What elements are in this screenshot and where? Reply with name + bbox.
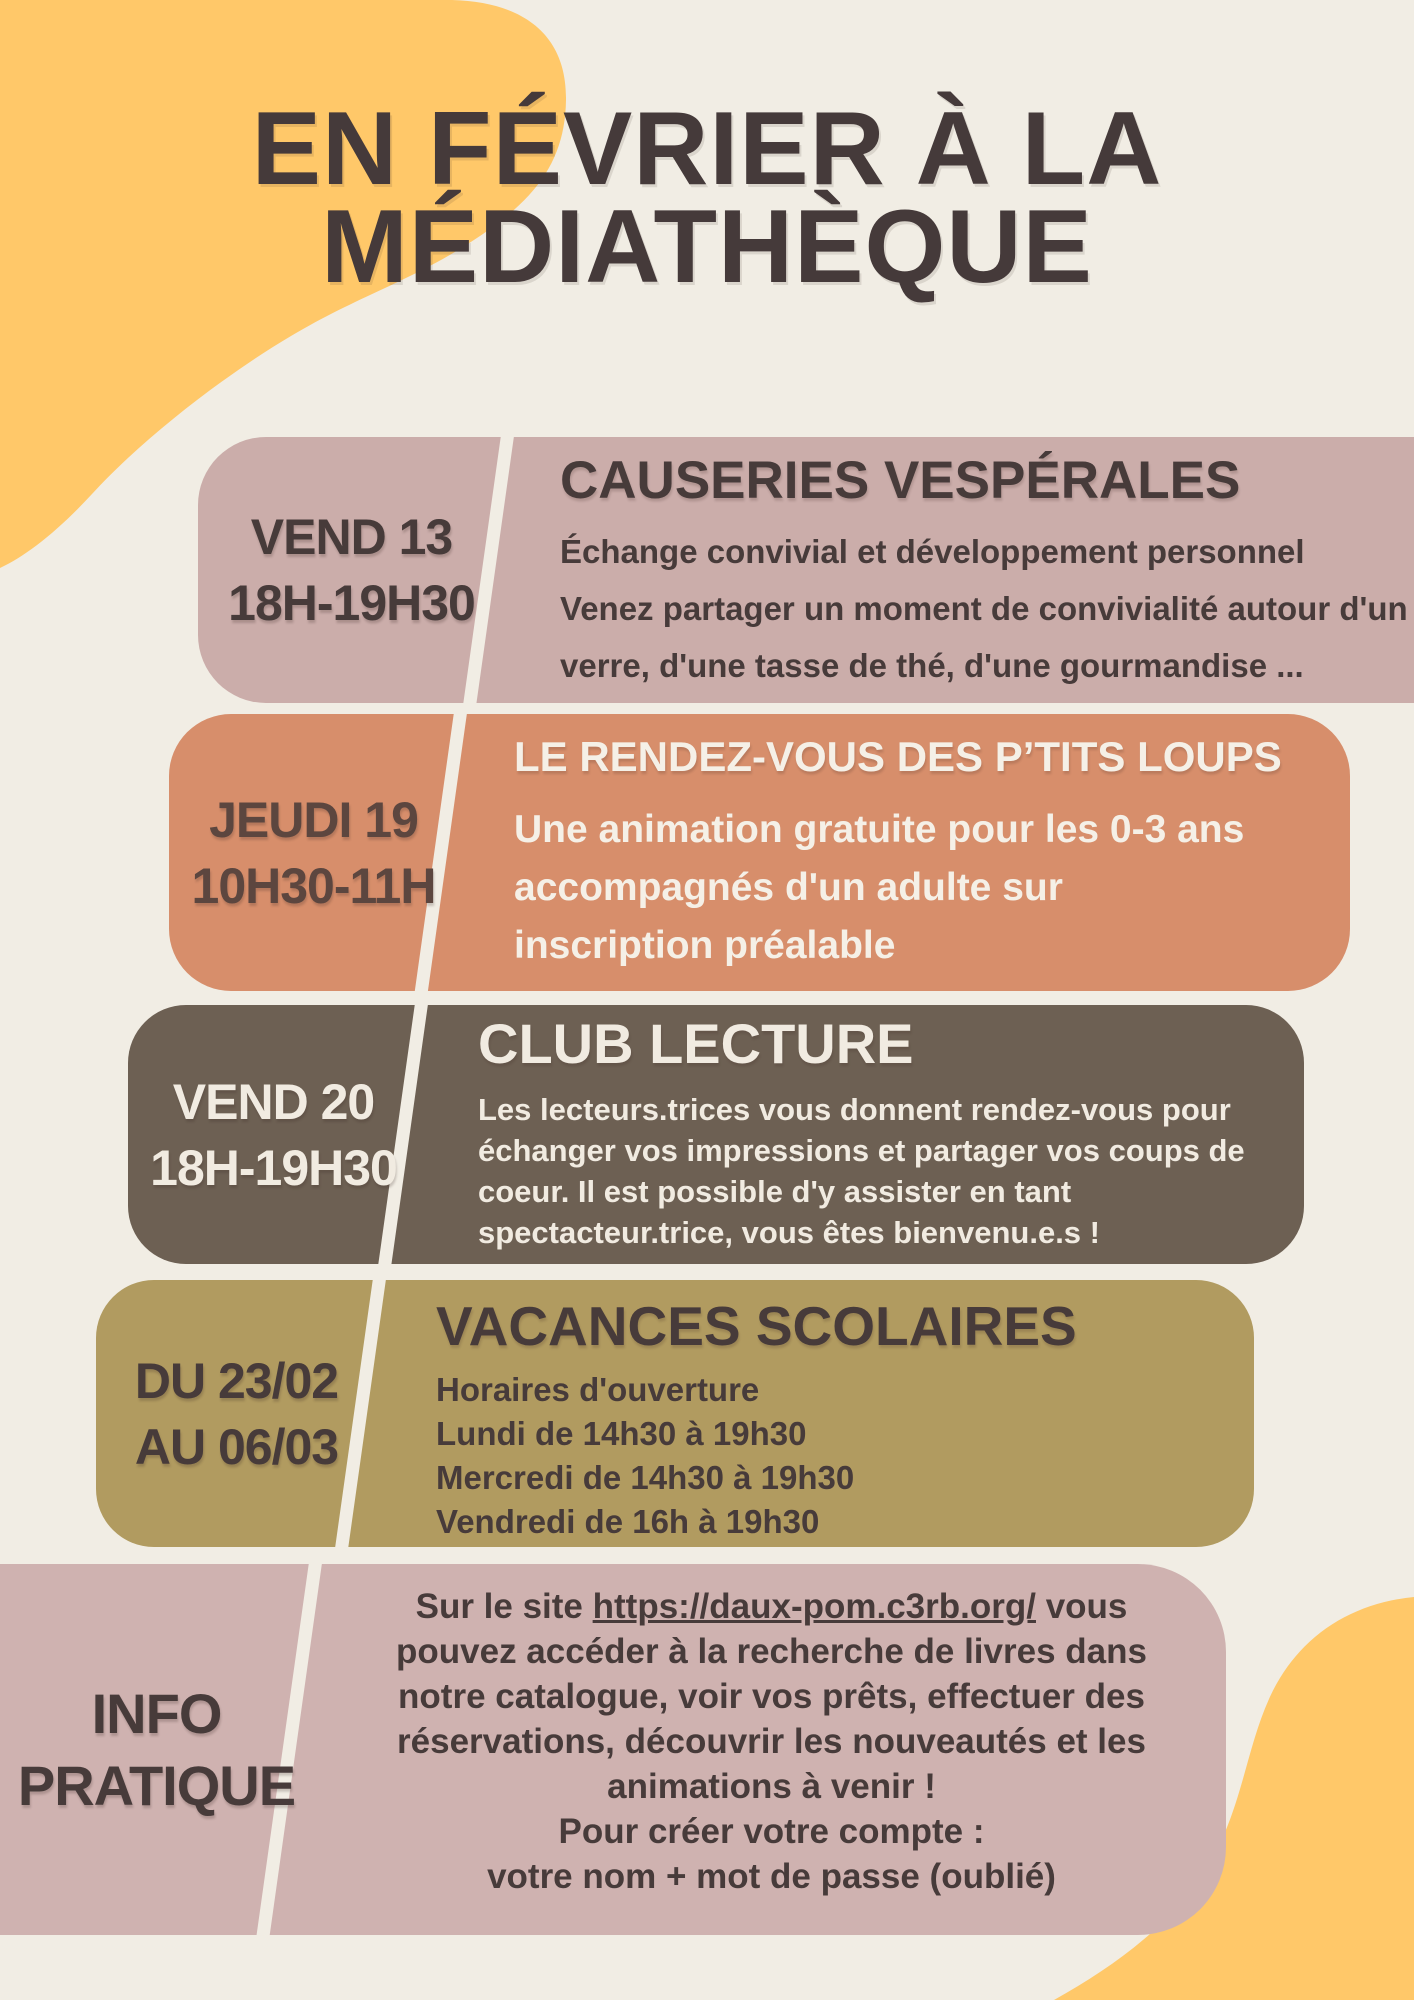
event-date	[198, 437, 505, 703]
page-title-line1: EN FÉVRIER À LA	[251, 91, 1163, 207]
event-date-day: JEUDI 19	[209, 791, 418, 848]
event-title: CLUB LECTURE	[478, 1012, 914, 1075]
description-line: inscription préalable	[514, 924, 896, 967]
info-label	[0, 1564, 313, 1935]
info-line: animations à venir !	[607, 1767, 936, 1806]
info-card-pratique	[0, 1564, 1226, 1935]
page-title-line2: MÉDIATHÈQUE	[321, 189, 1093, 305]
info-line: réservations, découvrir les nouveautés et les	[397, 1722, 1146, 1761]
description-line: Une animation gratuite pour les 0-3 ans	[514, 808, 1245, 851]
hours-line: Lundi de 14h30 à 19h30	[436, 1415, 807, 1452]
event-date-from: DU 23/02	[134, 1352, 339, 1409]
info-description	[345, 1629, 1198, 1899]
event-title: LE RENDEZ-VOUS DES P’TITS LOUPS	[514, 733, 1282, 780]
event-date-time: 10H30-11H	[191, 857, 436, 914]
info-label-line2: PRATIQUE	[17, 1753, 296, 1817]
info-line: votre nom + mot de passe (oublié)	[487, 1857, 1056, 1896]
event-date-to: AU 06/03	[134, 1418, 339, 1475]
info-line: Pour créer votre compte :	[558, 1812, 985, 1851]
event-title: VACANCES SCOLAIRES	[436, 1295, 1077, 1357]
description-line: coeur. Il est possible d'y assister en tant	[478, 1174, 1072, 1209]
description-line: spectacteur.trice, vous êtes bienvenu.e.s !	[478, 1215, 1100, 1250]
event-card-club-lecture	[128, 1005, 1304, 1264]
catalog-link[interactable]: https://daux-pom.c3rb.org/	[592, 1587, 1036, 1626]
catalog-intro	[345, 1584, 1198, 1629]
description-line: verre, d'une tasse de thé, d'une gourmandise ...	[560, 647, 1304, 684]
event-card-causeries-vesperales	[198, 437, 1414, 703]
description-line: Les lecteurs.trices vous donnent rendez-vous pour	[478, 1092, 1231, 1127]
opening-hours	[436, 1368, 1254, 1544]
event-title: CAUSERIES VESPÉRALES	[560, 451, 1241, 510]
event-date	[96, 1280, 377, 1547]
event-date-time: 18H-19H30	[228, 575, 475, 631]
event-description	[478, 1089, 1304, 1253]
event-description	[560, 523, 1414, 694]
hours-line: Mercredi de 14h30 à 19h30	[436, 1459, 855, 1496]
info-line: notre catalogue, voir vos prêts, effectuer des	[398, 1677, 1145, 1716]
event-description	[514, 801, 1350, 975]
event-card-vacances-scolaires	[96, 1280, 1254, 1547]
info-line: pouvez accéder à la recherche de livres dans	[396, 1632, 1147, 1671]
event-date	[169, 714, 458, 991]
description-line: accompagnés d'un adulte sur	[514, 866, 1063, 909]
event-date	[128, 1005, 419, 1264]
event-date-day: VEND 20	[172, 1073, 375, 1130]
intro-suffix: vous	[1035, 1587, 1128, 1626]
event-card-ptits-loups	[169, 714, 1350, 991]
description-line: Échange convivial et développement personnel	[560, 533, 1305, 570]
description-line: échanger vos impressions et partager vos coups de	[478, 1133, 1245, 1168]
event-date-time: 18H-19H30	[150, 1139, 397, 1196]
page-title	[0, 91, 1414, 305]
hours-line: Horaires d'ouverture	[436, 1371, 760, 1408]
hours-line: Vendredi de 16h à 19h30	[436, 1503, 820, 1540]
event-date-day: VEND 13	[250, 509, 453, 565]
description-line: Venez partager un moment de convivialité autour d'un	[560, 590, 1408, 627]
intro-prefix: Sur le site	[415, 1587, 593, 1626]
info-label-line1: INFO	[91, 1681, 222, 1745]
